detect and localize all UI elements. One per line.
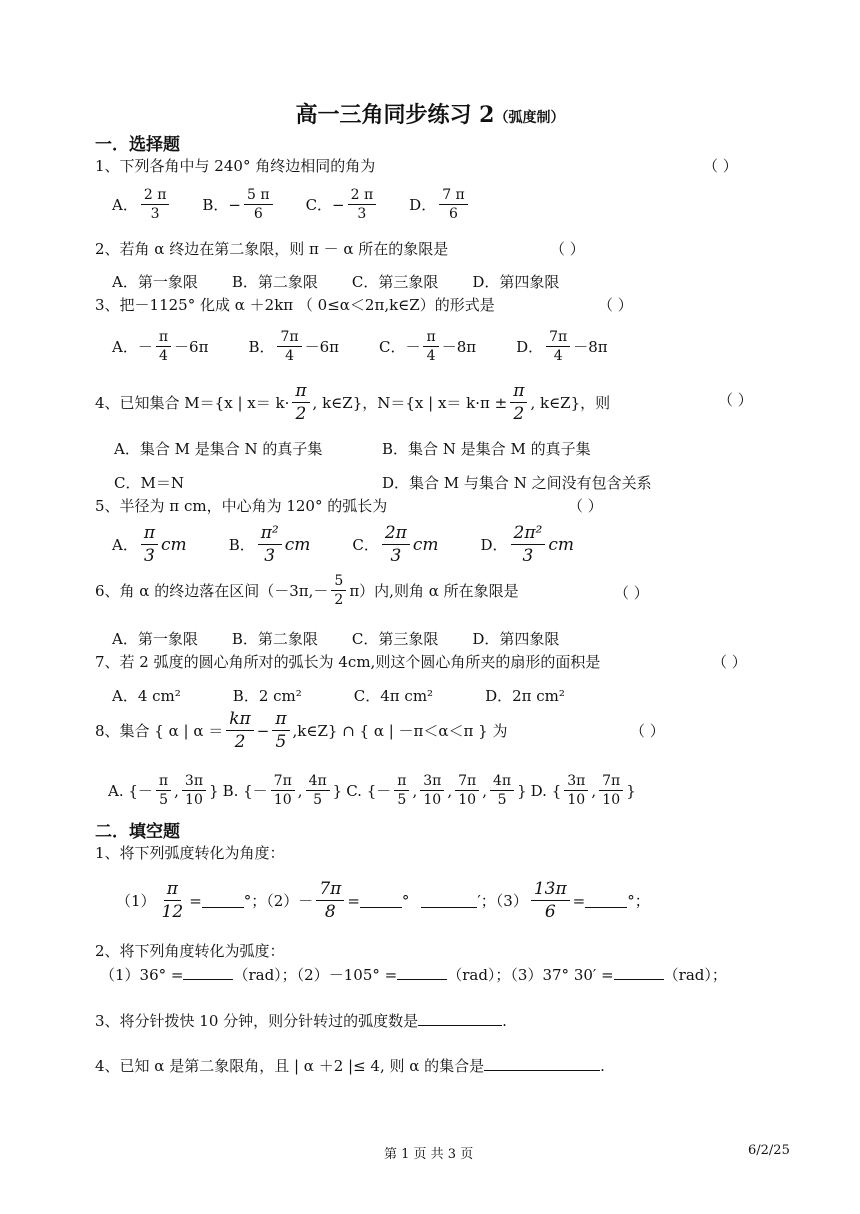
question-4-fraction-1 (292, 380, 309, 425)
fill-3-text: 3、将分针拨快 10 分钟，则分针转过的弧度数是 (95, 1012, 419, 1030)
fill-question-1: 1、将下列弧度转化为角度： (95, 844, 285, 862)
question-1-options (112, 186, 471, 223)
question-4-option-c: C．M＝N (114, 474, 184, 492)
fraction (394, 772, 409, 809)
question-3-options (112, 328, 608, 365)
question-4-option-d: D．集合 M 与集合 N 之间没有包含关系 (382, 474, 652, 492)
fraction (546, 328, 570, 365)
fraction-denominator: 3 (264, 546, 276, 566)
option-end: } (332, 781, 343, 800)
fraction (439, 186, 468, 223)
unit-cm: cm (284, 534, 311, 555)
option-tail: －6π (174, 338, 209, 356)
fraction-denominator: 3 (357, 206, 367, 222)
fill-question-2: 2、将下列角度转化为弧度： (95, 942, 285, 960)
degree-sign: ° (401, 891, 410, 910)
section-choice-heading: 一．选择题 (95, 135, 180, 155)
fraction-denominator: 10 (458, 792, 477, 808)
question-4 (95, 380, 610, 425)
question-8-options (108, 772, 636, 809)
option-label: B. {－ (222, 782, 268, 800)
separator: , (591, 781, 597, 800)
equals-sign: = (189, 891, 202, 910)
fraction-numerator: 4π (306, 772, 330, 791)
fraction-numerator: 7π (271, 772, 295, 791)
option-d: D．第四象限 (472, 273, 560, 291)
answer-blank[interactable] (183, 965, 233, 980)
fill-1-fraction-2 (316, 878, 344, 923)
option-label: C. {－ (346, 782, 392, 800)
option-a (112, 522, 187, 567)
option-label: B． (248, 338, 275, 356)
fraction-numerator: π (272, 708, 289, 731)
option-c: C．4π cm² (353, 687, 434, 705)
question-6-fraction (331, 572, 346, 609)
fraction-denominator: 3 (150, 206, 160, 222)
fraction-numerator: π (394, 772, 409, 791)
fraction (455, 772, 479, 809)
option-c: C．第三象限 (351, 273, 439, 291)
fraction-denominator: 5 (397, 792, 407, 808)
fill-1-label-3: ；（3） (480, 892, 528, 910)
fraction-numerator: π² (258, 522, 282, 545)
answer-paren-6: （ ） (614, 584, 649, 602)
separator: , (482, 781, 488, 800)
answer-paren-5: （ ） (568, 497, 603, 515)
page-title (0, 98, 860, 129)
answer-paren-1: （ ） (703, 157, 738, 175)
option-end: } (517, 781, 527, 800)
separator: , (174, 781, 179, 800)
fraction-numerator: 7π (277, 328, 301, 347)
question-7: 7、若 2 弧度的圆心角所对的弧长为 4cm,则这个圆心角所夹的扇形的面积是 (95, 653, 601, 671)
option-label: A． (112, 196, 138, 214)
title-main: 高一三角同步练习 2 (295, 102, 495, 128)
option-tail: －8π (573, 338, 608, 356)
option-end: } (626, 781, 636, 800)
unit-cm: cm (412, 534, 439, 555)
fraction-denominator: 5 (159, 792, 168, 808)
fraction (564, 772, 588, 809)
fraction-denominator: 3 (144, 546, 155, 566)
option-d (531, 772, 636, 809)
fraction-numerator: 7 π (439, 186, 468, 205)
question-6-text-a: 6、角 α 的终边落在区间（－3π,－ (95, 582, 329, 600)
fraction (599, 772, 623, 809)
fraction-numerator: π (292, 380, 309, 403)
fraction (258, 522, 282, 567)
fraction-denominator: 5 (313, 792, 323, 808)
fraction-numerator: π (141, 522, 158, 545)
option-tail: －6π (304, 338, 339, 356)
answer-blank[interactable] (484, 1056, 600, 1071)
fraction (182, 772, 206, 809)
option-label: A. {－ (108, 782, 153, 800)
option-a: A．第一象限 (112, 273, 198, 291)
option-label: D． (516, 338, 544, 356)
fraction-numerator: π (156, 328, 171, 347)
fraction (348, 186, 377, 223)
fraction-denominator: 4 (158, 348, 168, 364)
option-label: D. { (530, 781, 562, 800)
answer-blank[interactable] (360, 893, 402, 908)
option-label: B．− (202, 196, 241, 214)
fraction-denominator: 6 (544, 902, 556, 922)
fraction-denominator: 2 (295, 404, 307, 424)
fraction-denominator: 8 (324, 902, 336, 922)
fill-2-text-d: （rad）； (663, 966, 727, 984)
option-b: B．第二象限 (231, 630, 318, 648)
fraction-denominator: 3 (390, 546, 402, 566)
fraction-numerator: π (423, 328, 438, 347)
fraction-numerator: 7π (599, 772, 623, 791)
fill-1-label-2: ；（2）－ (251, 892, 314, 910)
question-3: 3、把－1125° 化成 α ＋2kπ （ 0≤α＜2π,k∈Z）的形式是 (95, 296, 495, 314)
fill-question-4 (95, 1055, 605, 1076)
fraction-denominator: 2 (513, 404, 525, 424)
fraction-numerator: π (156, 772, 171, 791)
question-2: 2、若角 α 终边在第二象限，则 π － α 所在的象限是 (95, 240, 449, 258)
fill-2-text-c: （rad）；（3）37° 30′ = (447, 966, 614, 984)
fraction-numerator: 4π (490, 772, 514, 791)
fraction-numerator: 5 (331, 572, 346, 591)
option-b (229, 522, 311, 567)
option-b (248, 328, 339, 365)
fraction-denominator: 4 (426, 348, 436, 364)
fraction-denominator: 6 (253, 206, 263, 222)
fraction-numerator: 2 π (141, 186, 170, 205)
fraction-numerator: 7π (316, 878, 344, 901)
option-label: A． (112, 536, 138, 554)
question-8: 8、集合 { α | α ＝ $\frac{k\pi}{2}$ − $\frac{\pi}{5}$ ,k∈Z} ∩ { α | －π＜α＜π } 为 (95, 709, 508, 752)
option-b: B．2 cm² (232, 687, 302, 705)
period: . (502, 1012, 507, 1030)
option-label: A．－ (112, 338, 153, 356)
fraction (277, 328, 301, 365)
option-c: C．第三象限 (351, 630, 439, 648)
option-d (516, 328, 608, 365)
minute-sign: ′ (477, 891, 481, 910)
fraction-numerator: 3π (420, 772, 444, 791)
fraction (423, 328, 438, 365)
fraction-denominator: 3 (522, 546, 534, 566)
fraction (156, 328, 171, 365)
fraction-denominator: 10 (567, 792, 586, 808)
question-4-text-a: 4、已知集合 M＝{x | x＝ k· (95, 394, 290, 412)
answer-blank[interactable] (202, 893, 244, 908)
question-7-options (112, 685, 565, 706)
fraction-denominator: 10 (602, 792, 621, 808)
fill-1-fraction-1 (159, 878, 187, 923)
option-tail: －8π (441, 338, 477, 356)
page-number: 第 1 页 共 3 页 (384, 1147, 474, 1162)
fraction (141, 186, 170, 223)
fraction-numerator: 13π (531, 878, 570, 901)
option-b (223, 772, 343, 809)
fraction (382, 522, 410, 567)
fraction (141, 522, 158, 567)
fraction-numerator: π (510, 380, 527, 403)
answer-blank[interactable] (418, 1011, 502, 1026)
degree-sign: ° (243, 891, 252, 910)
fill-question-2-items (100, 964, 727, 985)
fraction-denominator: 2 (234, 732, 246, 752)
fraction-numerator: 5 π (244, 186, 273, 205)
fraction (244, 186, 273, 223)
option-a: A．第一象限 (112, 630, 198, 648)
fill-question-3 (95, 1010, 507, 1031)
option-a (112, 186, 172, 223)
question-6 (95, 572, 519, 609)
option-a: A．4 cm² (112, 687, 181, 705)
option-label: D． (409, 196, 437, 214)
option-c (346, 772, 526, 809)
fraction (271, 772, 295, 809)
answer-blank[interactable] (421, 893, 477, 908)
answer-paren-8: （ ） (630, 722, 665, 740)
answer-paren-7: （ ） (712, 653, 747, 671)
option-a (112, 328, 208, 365)
fraction-numerator: 3π (564, 772, 588, 791)
answer-paren-3: （ ） (598, 296, 633, 314)
fraction-denominator: 12 (161, 902, 184, 922)
question-1: 1、下列各角中与 240° 角终边相同的角为 (95, 157, 376, 175)
equals-sign: = (347, 891, 360, 910)
option-c (352, 522, 438, 567)
fraction-denominator: 6 (449, 206, 458, 222)
fraction-numerator: 7π (546, 328, 570, 347)
question-8-text-a: 8、集合 { α | α ＝ (95, 722, 224, 740)
fraction-numerator: 2 π (348, 186, 377, 205)
question-4-text-c: , k∈Z}，则 (530, 394, 611, 412)
separator: , (447, 781, 453, 800)
question-6-options (112, 628, 559, 649)
fraction-numerator: 2π² (511, 522, 546, 545)
fill-1-label-1: （1） (116, 892, 156, 910)
fill-2-text-b: （rad）；（2）－105° = (233, 966, 398, 984)
print-date: 6/2/25 (748, 1143, 790, 1158)
fraction-denominator: 10 (273, 792, 292, 808)
answer-blank[interactable] (614, 965, 664, 980)
question-2-options (112, 271, 559, 292)
fill-1-fraction-3 (531, 878, 570, 923)
option-label: D． (480, 536, 508, 554)
fraction-denominator: 4 (553, 348, 563, 364)
question-8-text-b: ,k∈Z} ∩ { α | －π＜α＜π } 为 (292, 722, 508, 740)
answer-blank[interactable] (585, 893, 627, 908)
option-d (481, 522, 575, 567)
answer-blank[interactable] (397, 965, 447, 980)
degree-sign: ° (627, 891, 635, 910)
question-4-fraction-2 (510, 380, 527, 425)
question-5: 5、半径为 π cm，中心角为 120° 的弧长为 (95, 497, 388, 515)
option-c (379, 328, 476, 365)
fill-question-1-items (116, 878, 650, 923)
question-4-option-a: A．集合 M 是集合 N 的真子集 (114, 440, 323, 458)
separator: , (297, 781, 303, 800)
question-8-fraction-2 (272, 708, 289, 753)
option-b (202, 186, 275, 223)
question-5-options (112, 522, 574, 567)
fraction-denominator: 2 (334, 592, 344, 608)
option-b: B．第二象限 (231, 273, 318, 291)
unit-cm: cm (548, 534, 575, 555)
option-c (306, 186, 380, 223)
option-d: D．2π cm² (485, 687, 565, 705)
question-4-text-b: , k∈Z}，N＝{x | x＝ k·π ± (312, 394, 508, 412)
fraction-denominator: 5 (497, 792, 507, 808)
option-a (108, 772, 219, 809)
fraction-numerator: π (164, 878, 181, 901)
answer-paren-2: （ ） (550, 240, 585, 258)
fraction (420, 772, 444, 809)
fraction-denominator: 10 (185, 792, 203, 808)
unit-cm: cm (161, 534, 187, 555)
fill-4-text: 4、已知 α 是第二象限角，且 | α ＋2 |≤ 4, 则 α 的集合是 (95, 1057, 485, 1075)
period: . (600, 1057, 605, 1075)
option-label: C． (352, 536, 379, 554)
fraction (306, 772, 330, 809)
question-6-text-b: π）内,则角 α 所在象限是 (349, 582, 519, 600)
option-label: B． (228, 536, 255, 554)
fraction-numerator: 2π (382, 522, 410, 545)
question-4-option-b: B．集合 N 是集合 M 的真子集 (382, 440, 591, 458)
section-fill-heading: 二．填空题 (95, 822, 180, 842)
question-8-fraction-1 (226, 708, 253, 753)
option-d (409, 186, 471, 223)
fraction-numerator: kπ (226, 708, 253, 731)
semicolon: ； (634, 892, 650, 910)
fraction-numerator: 3π (182, 772, 206, 791)
fraction-denominator: 10 (423, 792, 442, 808)
fraction (156, 772, 171, 809)
fraction-denominator: 4 (285, 348, 294, 364)
equals-sign: = (572, 891, 586, 910)
option-label: C．− (305, 196, 345, 214)
title-suffix: （弧度制） (494, 110, 565, 126)
fraction (490, 772, 514, 809)
option-end: } (209, 781, 219, 800)
option-label: C．－ (379, 338, 421, 356)
answer-paren-4: （ ） (718, 391, 753, 409)
fill-2-text-a: （1）36° = (100, 966, 184, 984)
option-d: D．第四象限 (472, 630, 560, 648)
fraction-denominator: 5 (275, 732, 287, 752)
fraction-numerator: 7π (455, 772, 479, 791)
separator: , (412, 781, 418, 800)
fraction (511, 522, 546, 567)
